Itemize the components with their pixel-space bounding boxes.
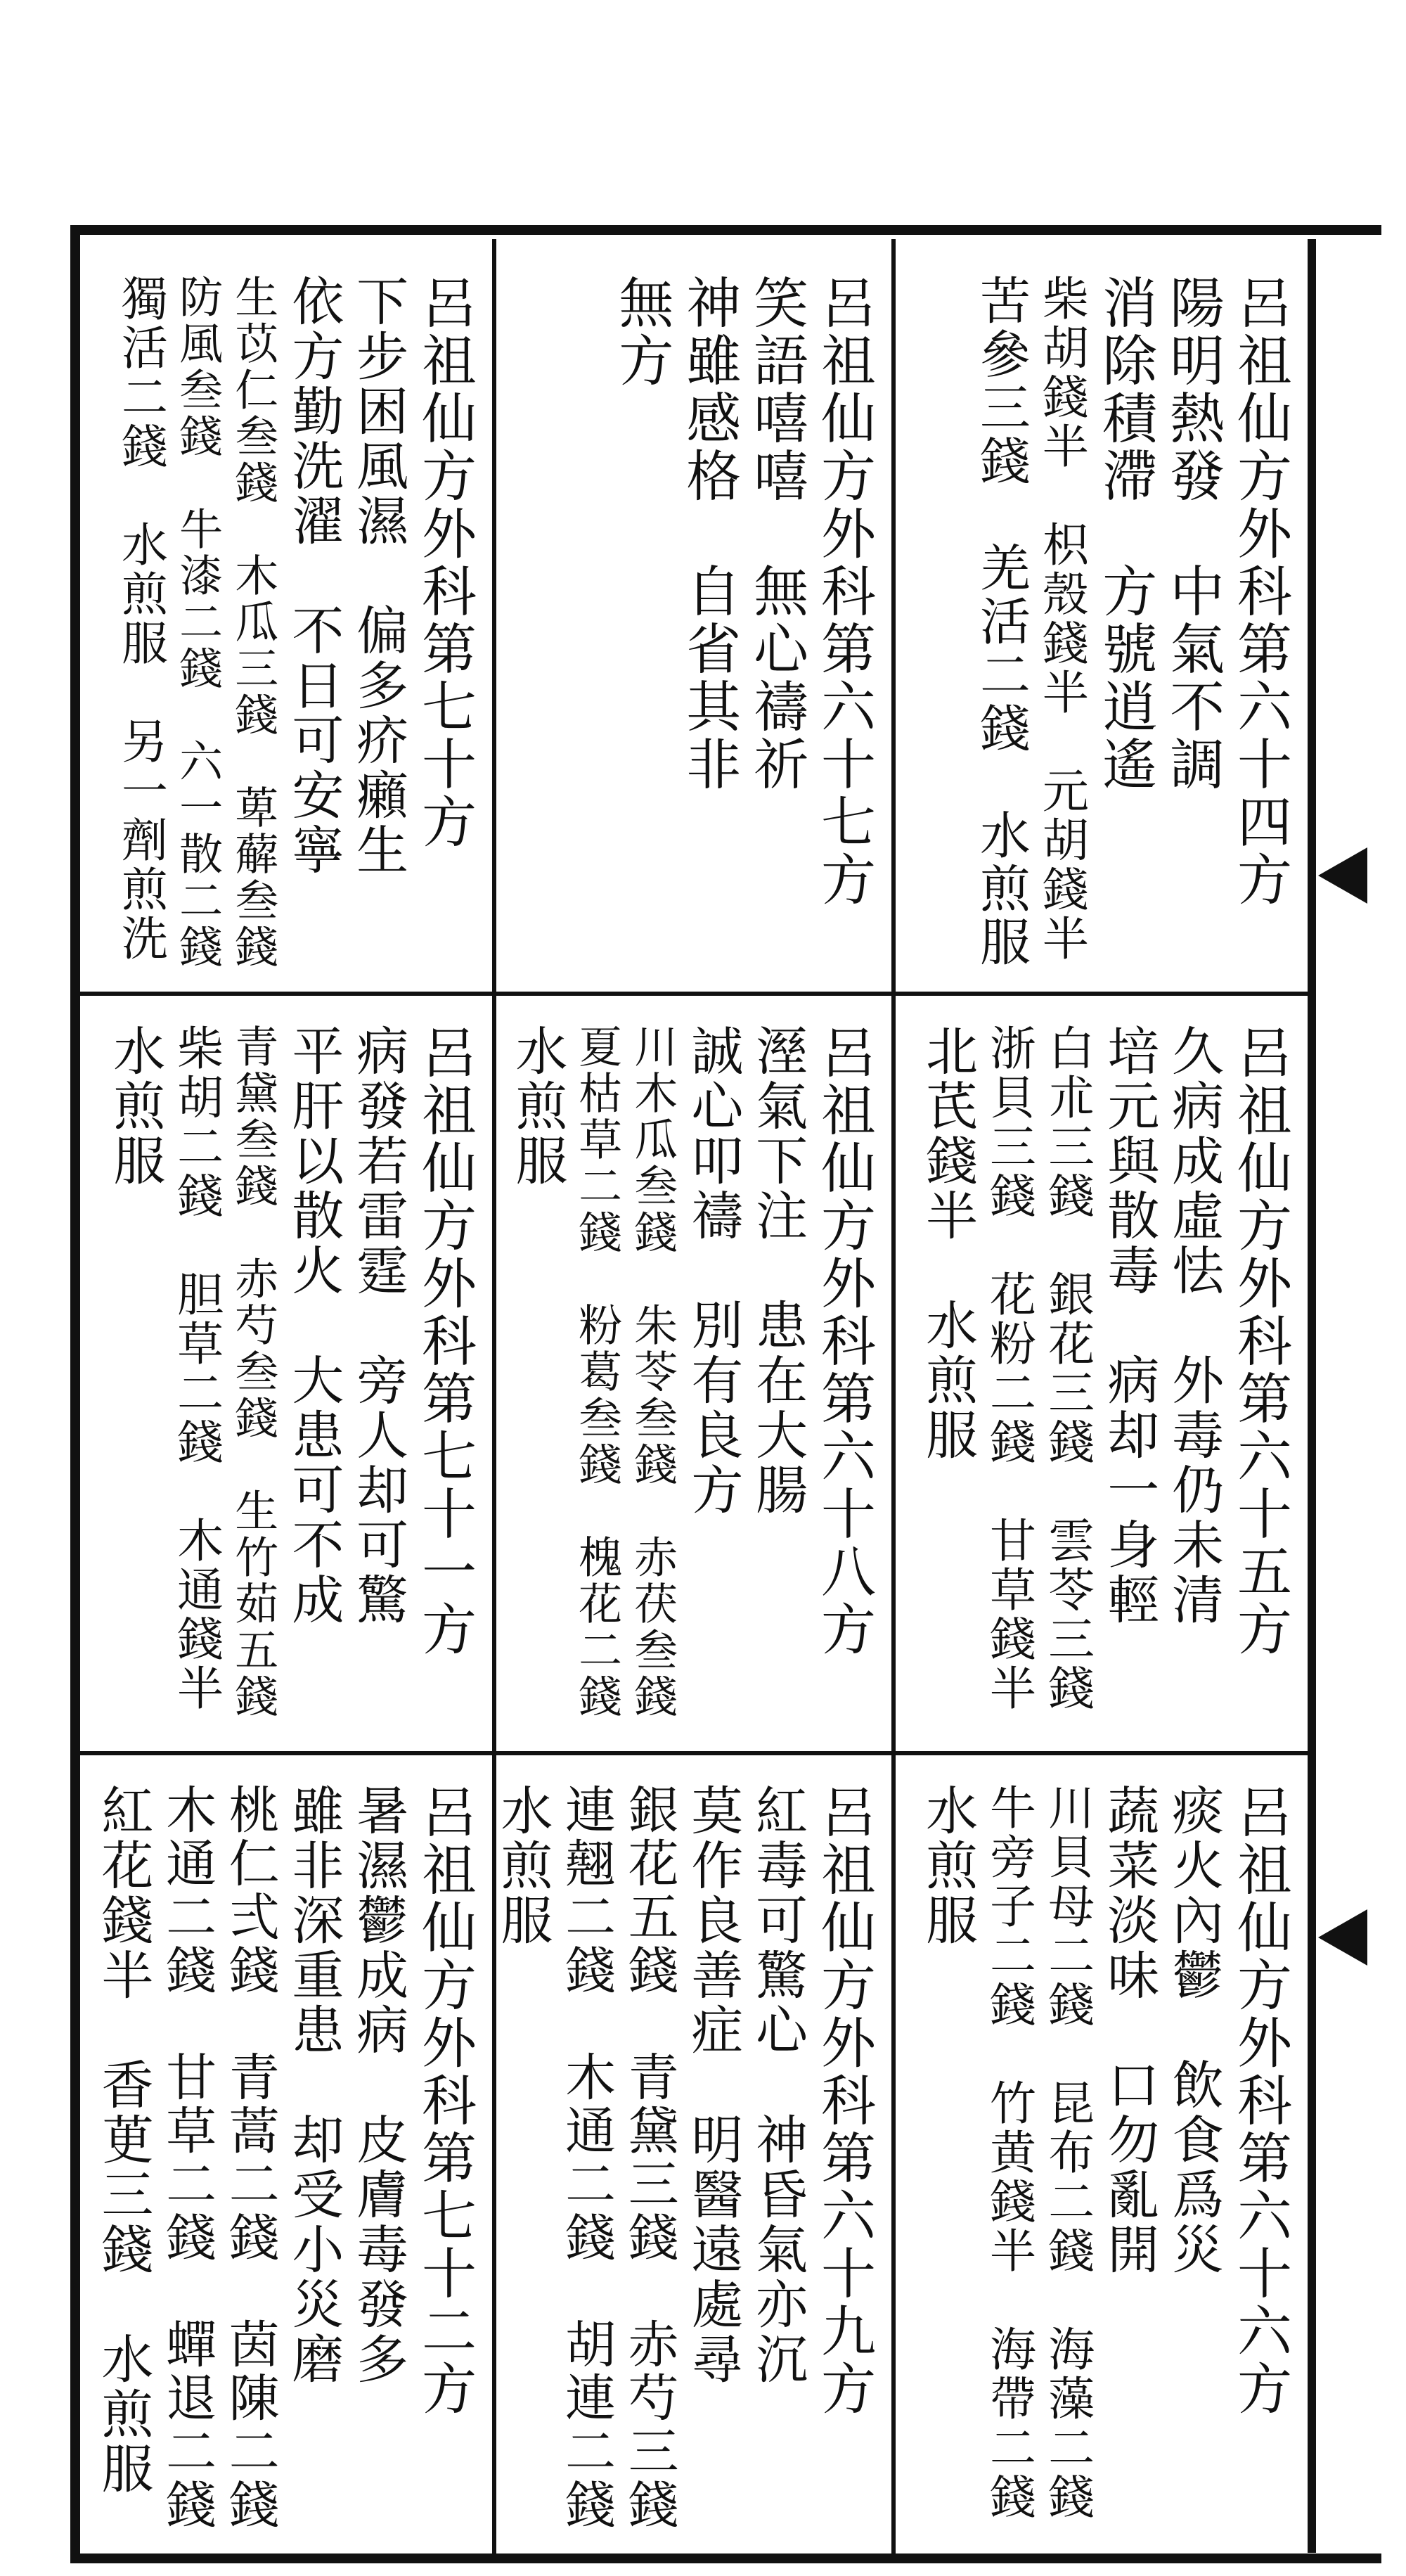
verse-line: 暑濕鬱成病 皮膚毒發多 — [348, 1783, 409, 2387]
ingredients-line: 柴胡錢半 枳殼錢半 元胡錢半 — [1034, 274, 1089, 963]
verse-line: 雖非深重患 却受小災磨 — [283, 1783, 344, 2387]
no-recipe-note: 無方 — [610, 274, 673, 390]
right-border — [1308, 239, 1316, 2553]
ingredients-line: 生苡仁叁錢 木瓜三錢 萆薢叁錢 — [227, 274, 279, 970]
ingredients-line: 川貝母二錢 昆布二錢 海藻二錢 — [1040, 1783, 1095, 2522]
verse-line: 痰火內鬱 飲食爲災 — [1163, 1783, 1225, 2277]
ingredients-line: 夏枯草二錢 粉葛叁錢 槐花二錢 — [571, 1024, 623, 1720]
verse-line: 依方勤洗濯 不日可安寧 — [283, 274, 344, 878]
ingredients-line: 苦參三錢 羌活二錢 水煎服 — [972, 274, 1031, 969]
recipe-cell-67 — [496, 246, 891, 992]
page-tab-marker — [1318, 1909, 1367, 1966]
ingredients-line: 北芪錢半 水煎服 — [917, 1024, 979, 1463]
ingredients-line: 水煎服 — [105, 1024, 166, 1188]
ingredients-line: 桃仁弍錢 青蒿二錢 茵陳二錢 — [220, 1783, 280, 2532]
page-tab-marker — [1318, 847, 1367, 904]
recipe-title: 呂祖仙方外科第六十五方 — [1228, 1024, 1291, 1658]
ingredients-line: 川木瓜叁錢 朱苓叁錢 赤茯叁錢 — [626, 1024, 678, 1720]
recipe-title: 呂祖仙方外科第七十一方 — [413, 1024, 476, 1658]
recipe-cell-65 — [896, 996, 1308, 1751]
verse-line: 笑語嘻嘻 無心禱祈 — [744, 274, 808, 793]
ingredients-line: 銀花五錢 青黛三錢 赤芍三錢 — [619, 1783, 679, 2532]
ingredients-line: 紅花錢半 香茰三錢 水煎服 — [93, 1783, 154, 2497]
verse-line: 溼氣下注 患在大腸 — [747, 1024, 808, 1518]
ingredients-line: 青黛叁錢 赤芍叁錢 生竹茹五錢 — [227, 1024, 279, 1720]
recipe-cell-71 — [80, 996, 492, 1751]
verse-line: 消除積滯 方號逍遙 — [1093, 274, 1157, 793]
recipe-title: 呂祖仙方外科第六十九方 — [812, 1783, 875, 2418]
recipe-cell-66 — [896, 1755, 1308, 2553]
verse-line: 培元與散毒 病却一身輕 — [1099, 1024, 1160, 1627]
recipe-cell-69 — [492, 1755, 891, 2553]
recipe-title: 呂祖仙方外科第七十方 — [413, 274, 476, 851]
verse-line: 神雖感格 自省其非 — [677, 274, 741, 793]
ingredients-line: 獨活二錢 水煎服 另一劑煎洗 — [113, 274, 168, 963]
verse-line: 久病成虛怯 外毒仍未清 — [1163, 1024, 1225, 1627]
recipe-title: 呂祖仙方外科第七十二方 — [413, 1783, 476, 2418]
verse-line: 誠心叩禱 別有良方 — [683, 1024, 744, 1518]
recipe-cell-70 — [80, 246, 492, 992]
ingredients-line: 防風叁錢 牛漆二錢 六一散二錢 — [172, 274, 224, 970]
ingredients-line: 柴胡二錢 胆草二錢 木通錢半 — [169, 1024, 224, 1713]
recipe-cell-68 — [496, 996, 891, 1751]
ingredients-line: 連翹二錢 木通二錢 胡連二錢 — [557, 1783, 617, 2532]
verse-line: 紅毒可驚心 神昏氣亦沉 — [747, 1783, 808, 2387]
ingredients-line: 水煎服 — [492, 1783, 553, 1948]
recipe-title: 呂祖仙方外科第六十七方 — [812, 274, 875, 909]
recipe-cell-72 — [80, 1755, 492, 2553]
verse-line: 蔬菜淡味 口勿亂開 — [1099, 1783, 1160, 2277]
ingredients-line: 水煎服 — [507, 1024, 568, 1188]
ingredients-line: 白朮三錢 銀花三錢 雲苓三錢 — [1040, 1024, 1095, 1713]
verse-line: 莫作良善症 明醫遠處尋 — [683, 1783, 744, 2387]
verse-line: 病發若雷霆 旁人却可驚 — [348, 1024, 409, 1627]
ingredients-line: 牛旁子二錢 竹黄錢半 海帶二錢 — [981, 1783, 1036, 2522]
verse-line: 平肝以散火 大患可不成 — [283, 1024, 344, 1627]
ingredients-line: 浙貝三錢 花粉二錢 甘草錢半 — [981, 1024, 1036, 1713]
recipe-title: 呂祖仙方外科第六十八方 — [812, 1024, 875, 1658]
ingredients-line: 木通二錢 甘草二錢 蟬退二錢 — [157, 1783, 217, 2532]
recipe-title: 呂祖仙方外科第六十四方 — [1228, 274, 1291, 909]
recipe-title: 呂祖仙方外科第六十六方 — [1228, 1783, 1291, 2418]
ingredients-line: 水煎服 — [917, 1783, 979, 1948]
verse-line: 下步困風濕 偏多疥癩生 — [348, 274, 409, 878]
verse-line: 陽明熱發 中氣不調 — [1161, 274, 1225, 793]
recipe-cell-64 — [896, 246, 1308, 992]
